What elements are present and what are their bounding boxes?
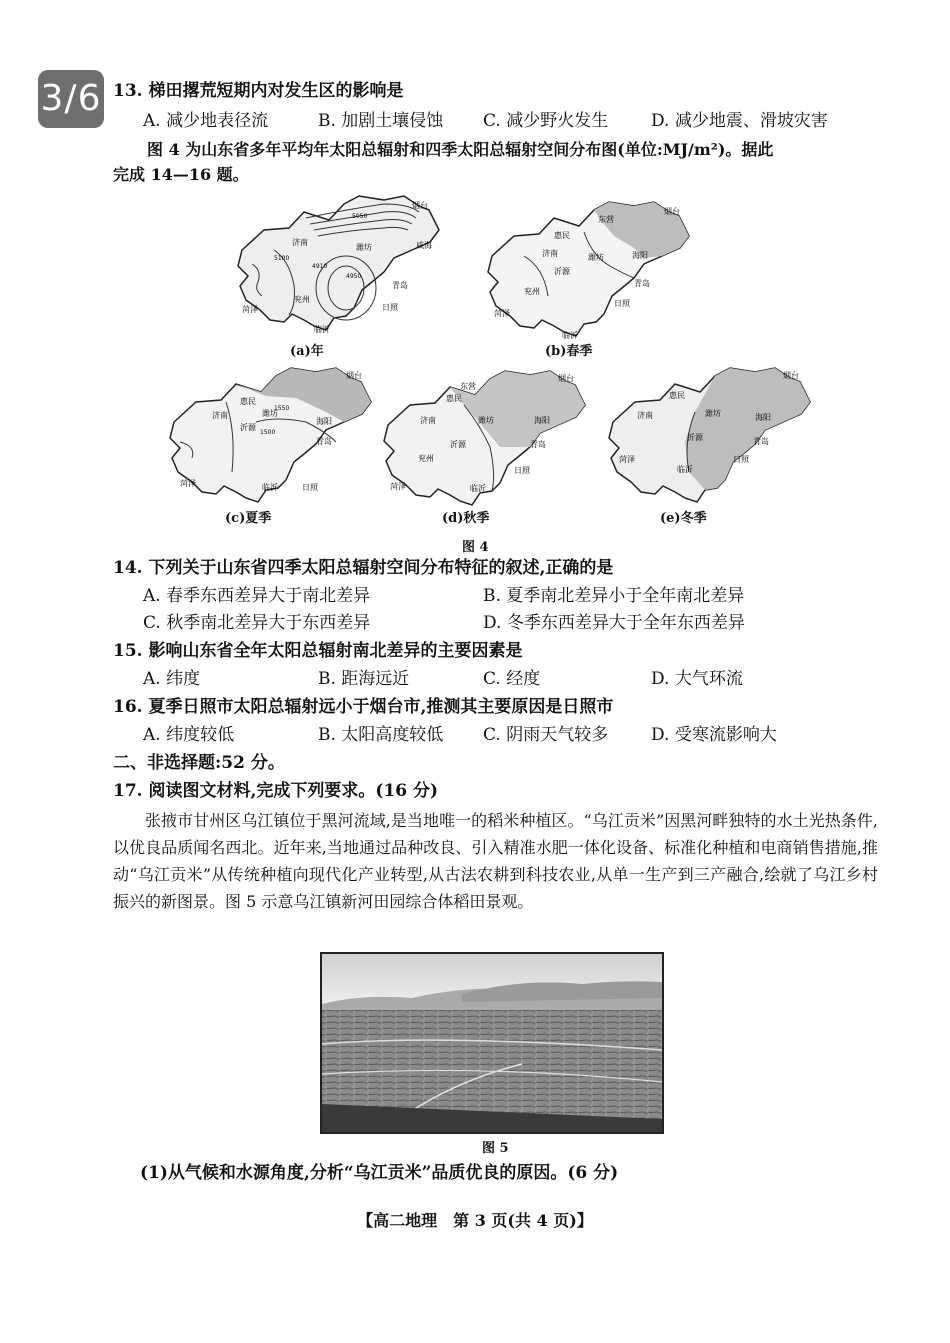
map-b-city-yantai: 烟台 bbox=[664, 207, 680, 216]
q14-option-d: D. 冬季东西差异大于全年东西差异 bbox=[483, 613, 745, 633]
q13-option-b: B. 加剧土壤侵蚀 bbox=[318, 111, 444, 131]
q15-option-b: B. 距海远近 bbox=[318, 669, 410, 689]
map-e-city-rizhao: 日照 bbox=[733, 455, 749, 464]
q14-option-a: A. 春季东西差异大于南北差异 bbox=[143, 586, 371, 606]
q16-option-c: C. 阴雨天气较多 bbox=[483, 725, 609, 745]
map-spring-caption: (b)春季 bbox=[545, 344, 593, 359]
map-annual bbox=[234, 190, 444, 344]
page-badge: 3/6 bbox=[38, 70, 104, 128]
figure5-photo bbox=[320, 952, 664, 1134]
map-b-city-huimin: 惠民 bbox=[554, 231, 570, 240]
map-c-city-weifang: 潍坊 bbox=[262, 409, 278, 418]
map-d-city-heze: 菏泽 bbox=[390, 482, 406, 491]
map-a-contour-4: 5100 bbox=[274, 255, 290, 262]
map-b-city-jinan: 济南 bbox=[542, 249, 558, 258]
q16-stem: 16. 夏季日照市太阳总辐射远小于烟台市,推测其主要原因是日照市 bbox=[113, 697, 614, 717]
map-a-city-weifang: 潍坊 bbox=[356, 243, 372, 252]
map-c-contour-2: 1500 bbox=[260, 429, 276, 436]
q17-stem: 17. 阅读图文材料,完成下列要求。(16 分) bbox=[113, 781, 439, 801]
intro-line2: 完成 14—16 题。 bbox=[113, 165, 249, 184]
map-summer-caption: (c)夏季 bbox=[225, 511, 272, 526]
map-c-city-huimin: 惠民 bbox=[240, 397, 256, 406]
map-summer bbox=[166, 362, 376, 516]
map-e-city-yiyuan: 沂源 bbox=[687, 433, 703, 442]
q16-option-b: B. 太阳高度较低 bbox=[318, 725, 444, 745]
map-a-contour-1: 4910 bbox=[312, 263, 328, 270]
map-c-city-heze: 菏泽 bbox=[180, 479, 196, 488]
map-c-city-yantai: 烟台 bbox=[346, 371, 362, 380]
map-c-city-qingdao: 青岛 bbox=[316, 437, 332, 446]
map-c-city-linyi: 临沂 bbox=[262, 483, 278, 492]
map-b-city-yanzhou: 兖州 bbox=[524, 287, 540, 296]
map-c-city-jinan: 济南 bbox=[212, 411, 228, 420]
map-d-city-dongying: 东营 bbox=[460, 382, 476, 391]
q17-material: 张掖市甘州区乌江镇位于黑河流域,是当地唯一的稻米种植区。“乌江贡米”因黑河畔独特的水土光热条件,以优良品质闻名西北。近年来,当地通过品种改良、引入精准水肥一体化设备、标准化种植和电商销售措施,推动“乌江贡米”从传统种植向现代化产业转型,从古法农耕到科技农业,从单一生产到三产融合,绘就了乌江乡村振兴的新图景。图 5 示意乌江镇新河田园综合体稻田景观。 bbox=[113, 811, 878, 911]
map-c-contour-1: 1550 bbox=[274, 405, 290, 412]
q13-stem: 13. 梯田撂荒短期内对发生区的影响是 bbox=[113, 81, 404, 101]
map-d-city-yiyuan: 沂源 bbox=[450, 440, 466, 449]
q15-option-a: A. 纬度 bbox=[143, 669, 201, 689]
map-a-contour-2: 4950 bbox=[346, 273, 362, 280]
q14-stem: 14. 下列关于山东省四季太阳总辐射空间分布特征的叙述,正确的是 bbox=[113, 558, 614, 578]
map-a-city-heze: 菏泽 bbox=[242, 305, 258, 314]
map-autumn bbox=[380, 365, 590, 519]
q14-option-b: B. 夏季南北差异小于全年南北差异 bbox=[483, 586, 745, 606]
map-a-city-jinan: 济南 bbox=[292, 238, 308, 247]
map-d-city-rizhao: 日照 bbox=[514, 466, 530, 475]
map-a-contour-3: 5050 bbox=[352, 213, 368, 220]
map-e-city-haiyang: 海阳 bbox=[755, 413, 771, 422]
map-b-city-linyi: 临沂 bbox=[562, 331, 578, 340]
q13-option-d: D. 减少地震、滑坡灾害 bbox=[651, 111, 828, 131]
map-e-city-yantai: 烟台 bbox=[783, 371, 799, 380]
map-a-city-yantai: 烟台 bbox=[412, 201, 428, 210]
map-d-city-linyi: 临沂 bbox=[470, 484, 486, 493]
map-e-city-heze: 菏泽 bbox=[619, 455, 635, 464]
map-b-city-rizhao: 日照 bbox=[614, 299, 630, 308]
map-a-city-yanzhou: 兖州 bbox=[294, 295, 310, 304]
q14-option-c: C. 秋季南北差异大于东西差异 bbox=[143, 613, 371, 633]
map-d-city-haiyang: 海阳 bbox=[534, 416, 550, 425]
map-e-city-huimin: 惠民 bbox=[669, 391, 685, 400]
map-a-city-linyi: 临沂 bbox=[314, 325, 330, 334]
intro-line1: 图 4 为山东省多年平均年太阳总辐射和四季太阳总辐射空间分布图(单位:MJ/m²)。据此 bbox=[147, 140, 774, 159]
map-d-city-yantai: 烟台 bbox=[558, 374, 574, 383]
figure5-label: 图 5 bbox=[482, 1141, 509, 1156]
map-d-city-huimin: 惠民 bbox=[446, 394, 462, 403]
map-a-city-weihai: 威海 bbox=[416, 241, 432, 250]
q15-option-d: D. 大气环流 bbox=[651, 669, 743, 689]
map-a-city-rizhao: 日照 bbox=[382, 303, 398, 312]
q16-option-a: A. 纬度较低 bbox=[143, 725, 235, 745]
page-footer: 【高二地理 第 3 页(共 4 页)】 bbox=[357, 1211, 593, 1230]
q13-option-a: A. 减少地表径流 bbox=[143, 111, 269, 131]
map-b-city-weifang: 潍坊 bbox=[588, 253, 604, 262]
map-c-city-rizhao: 日照 bbox=[302, 483, 318, 492]
figure4-label: 图 4 bbox=[462, 540, 489, 555]
section-2-title: 二、非选择题:52 分。 bbox=[113, 753, 285, 773]
map-b-city-heze: 菏泽 bbox=[494, 309, 510, 318]
map-spring bbox=[484, 196, 694, 350]
map-e-city-linyi: 临沂 bbox=[677, 465, 693, 474]
map-winter bbox=[605, 362, 815, 516]
map-annual-caption: (a)年 bbox=[290, 344, 324, 359]
map-c-city-yiyuan: 沂源 bbox=[240, 423, 256, 432]
map-d-city-weifang: 潍坊 bbox=[478, 416, 494, 425]
map-autumn-caption: (d)秋季 bbox=[442, 511, 490, 526]
map-a-city-qingdao: 青岛 bbox=[392, 281, 408, 290]
map-d-city-qingdao: 青岛 bbox=[530, 440, 546, 449]
q17-sub1: (1)从气候和水源角度,分析“乌江贡米”品质优良的原因。(6 分) bbox=[140, 1163, 619, 1183]
map-b-city-dongying: 东营 bbox=[598, 215, 614, 224]
map-b-city-qingdao: 青岛 bbox=[634, 279, 650, 288]
q16-option-d: D. 受寒流影响大 bbox=[651, 725, 777, 745]
map-e-city-qingdao: 青岛 bbox=[753, 437, 769, 446]
map-c-city-haiyang: 海阳 bbox=[316, 417, 332, 426]
q15-option-c: C. 经度 bbox=[483, 669, 541, 689]
map-d-city-jinan: 济南 bbox=[420, 416, 436, 425]
q13-option-c: C. 减少野火发生 bbox=[483, 111, 609, 131]
map-e-city-weifang: 潍坊 bbox=[705, 409, 721, 418]
map-b-city-yiyuan: 沂源 bbox=[554, 267, 570, 276]
map-e-city-jinan: 济南 bbox=[637, 411, 653, 420]
map-b-city-haiyang: 海阳 bbox=[632, 251, 648, 260]
map-d-city-yanzhou: 兖州 bbox=[418, 454, 434, 463]
map-winter-caption: (e)冬季 bbox=[660, 511, 707, 526]
q15-stem: 15. 影响山东省全年太阳总辐射南北差异的主要因素是 bbox=[113, 641, 523, 661]
